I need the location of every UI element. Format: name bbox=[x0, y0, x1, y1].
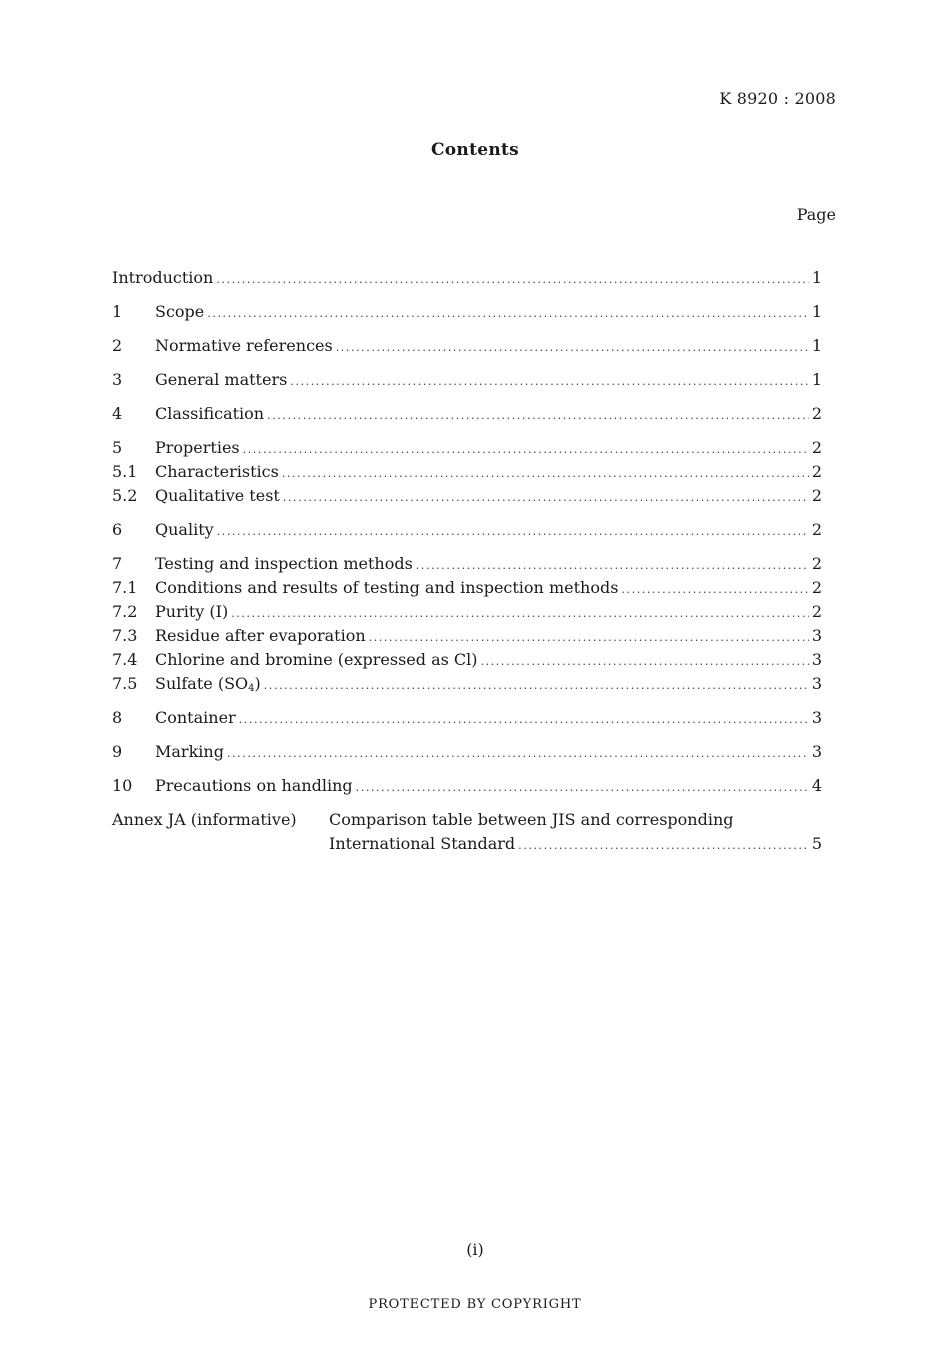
toc-entry-label: Normative references bbox=[155, 336, 333, 355]
toc-entry-number: 10 bbox=[112, 776, 133, 795]
toc-entry-introduction[interactable] bbox=[112, 266, 822, 290]
toc-entry-page: 2 bbox=[811, 404, 822, 423]
toc-entry-label: Marking bbox=[155, 742, 224, 761]
toc-entry-label: Quality bbox=[155, 520, 214, 539]
dot-leader bbox=[621, 578, 808, 602]
toc-entry-page: 2 bbox=[811, 462, 822, 481]
toc-entry-annex-ja[interactable] bbox=[112, 808, 822, 856]
toc-entry-number: 7.3 bbox=[112, 626, 138, 645]
toc-entry-page: 2 bbox=[811, 578, 822, 597]
toc-entry-page: 3 bbox=[811, 708, 822, 727]
page-number: (i) bbox=[466, 1240, 484, 1259]
annex-title-line2: International Standard bbox=[329, 834, 516, 853]
label-subscript: 4 bbox=[248, 683, 255, 694]
toc-entry-number: 8 bbox=[112, 708, 123, 727]
toc-entry-page: 1 bbox=[811, 302, 822, 321]
dot-leader bbox=[481, 650, 809, 674]
toc-entry-page: 3 bbox=[811, 742, 822, 761]
toc-entry-quality[interactable] bbox=[112, 518, 822, 542]
toc-entry-number: 7.1 bbox=[112, 578, 138, 597]
toc-entry-page: 2 bbox=[811, 602, 822, 621]
toc-entry-number: 5.1 bbox=[112, 462, 138, 481]
toc-entry-number: 3 bbox=[112, 370, 123, 389]
toc-entry-conditions-results[interactable] bbox=[112, 576, 822, 600]
dot-leader bbox=[227, 742, 809, 766]
toc-entry-classification[interactable] bbox=[112, 402, 822, 426]
dot-leader bbox=[369, 626, 809, 650]
toc-entry-testing-methods[interactable] bbox=[112, 552, 822, 576]
toc-entry-number: 9 bbox=[112, 742, 123, 761]
toc-entry-label: Characteristics bbox=[155, 462, 279, 481]
toc-entry-properties[interactable] bbox=[112, 436, 822, 460]
toc-entry-page: 3 bbox=[811, 674, 822, 693]
toc-entry-label: Purity (I) bbox=[155, 602, 229, 621]
toc-entry-label: Residue after evaporation bbox=[155, 626, 366, 645]
toc-entry-label: Scope bbox=[155, 302, 205, 321]
toc-entry-number: 2 bbox=[112, 336, 123, 355]
toc-entry-label: Properties bbox=[155, 438, 240, 457]
toc-entry-number: 1 bbox=[112, 302, 123, 321]
dot-leader bbox=[282, 462, 809, 486]
toc-entry-label: Container bbox=[155, 708, 236, 727]
toc-entry-label: Classification bbox=[155, 404, 265, 423]
toc-entry-page: 2 bbox=[811, 520, 822, 539]
toc-entry-page: 5 bbox=[811, 834, 822, 853]
toc-entry-page: 3 bbox=[811, 650, 822, 669]
toc-entry-page: 1 bbox=[811, 268, 822, 287]
toc-entry-number: 7.4 bbox=[112, 650, 138, 669]
dot-leader bbox=[217, 520, 809, 544]
dot-leader bbox=[518, 834, 809, 858]
toc-entry-page: 4 bbox=[811, 776, 822, 795]
annex-key: Annex JA (informative) bbox=[112, 810, 297, 829]
copyright-notice: PROTECTED BY COPYRIGHT bbox=[368, 1297, 582, 1312]
toc-entry-label: Precautions on handling bbox=[155, 776, 353, 795]
toc-entry-label: Conditions and results of testing and inspection methods bbox=[155, 578, 619, 597]
document-id: K 8920 : 2008 bbox=[719, 89, 836, 108]
dot-leader bbox=[356, 776, 809, 800]
table-of-contents bbox=[112, 266, 822, 856]
toc-entry-page: 3 bbox=[811, 626, 822, 645]
toc-entry-label: Qualitative test bbox=[155, 486, 280, 505]
toc-entry-qualitative-test[interactable] bbox=[112, 484, 822, 508]
dot-leader bbox=[243, 438, 809, 462]
dot-leader bbox=[336, 336, 809, 360]
toc-entry-characteristics[interactable] bbox=[112, 460, 822, 484]
page-column-label: Page bbox=[796, 205, 836, 224]
toc-entry-label: Introduction bbox=[112, 268, 214, 287]
toc-entry-marking[interactable] bbox=[112, 740, 822, 764]
toc-entry-number: 6 bbox=[112, 520, 123, 539]
label-prefix: Sulfate (SO bbox=[155, 674, 249, 693]
toc-entry-precautions[interactable] bbox=[112, 774, 822, 798]
toc-entry-general-matters[interactable] bbox=[112, 368, 822, 392]
toc-entry-purity[interactable] bbox=[112, 600, 822, 624]
dot-leader bbox=[267, 404, 809, 428]
toc-entry-page: 1 bbox=[811, 336, 822, 355]
toc-entry-number: 7.2 bbox=[112, 602, 138, 621]
dot-leader bbox=[290, 370, 809, 394]
dot-leader bbox=[264, 674, 809, 698]
toc-entry-label: Chlorine and bromine (expressed as Cl) bbox=[155, 650, 478, 669]
dot-leader bbox=[283, 486, 809, 510]
label-suffix: ) bbox=[254, 674, 261, 693]
toc-entry-label: Testing and inspection methods bbox=[155, 554, 413, 573]
toc-entry-label: General matters bbox=[155, 370, 288, 389]
toc-entry-number: 4 bbox=[112, 404, 123, 423]
toc-entry-number: 5 bbox=[112, 438, 123, 457]
dot-leader bbox=[216, 268, 808, 292]
toc-entry-number: 7.5 bbox=[112, 674, 138, 693]
toc-entry-number: 5.2 bbox=[112, 486, 138, 505]
toc-entry-container[interactable] bbox=[112, 706, 822, 730]
toc-entry-normative-references[interactable] bbox=[112, 334, 822, 358]
dot-leader bbox=[239, 708, 809, 732]
toc-entry-scope[interactable] bbox=[112, 300, 822, 324]
dot-leader bbox=[207, 302, 809, 326]
toc-entry-sulfate[interactable] bbox=[112, 672, 822, 696]
dot-leader bbox=[231, 602, 809, 626]
toc-entry-page: 2 bbox=[811, 438, 822, 457]
page-title: Contents bbox=[430, 140, 520, 160]
toc-entry-label bbox=[155, 672, 261, 696]
toc-entry-chlorine-bromine[interactable] bbox=[112, 648, 822, 672]
dot-leader bbox=[416, 554, 809, 578]
toc-entry-page: 1 bbox=[811, 370, 822, 389]
toc-entry-page: 2 bbox=[811, 554, 822, 573]
toc-entry-residue-after-evaporation[interactable] bbox=[112, 624, 822, 648]
annex-title-line1: Comparison table between JIS and corresponding bbox=[329, 810, 734, 829]
toc-entry-number: 7 bbox=[112, 554, 123, 573]
toc-entry-page: 2 bbox=[811, 486, 822, 505]
